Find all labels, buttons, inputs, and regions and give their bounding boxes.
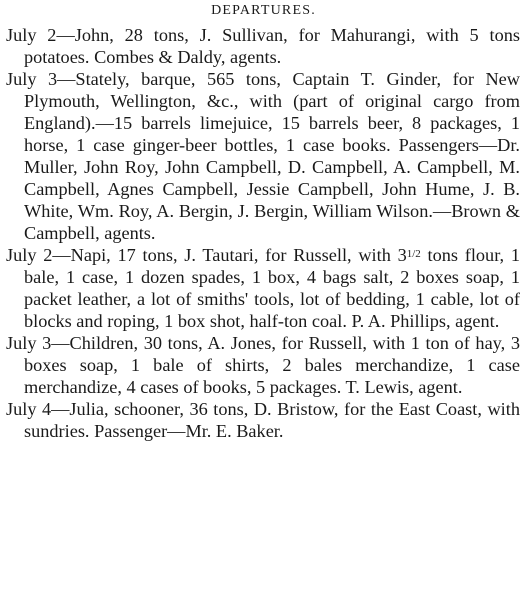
departure-entry-john: July 2—John, 28 tons, J. Sullivan, for Mahurangi, with 5 tons potatoes. Combes & Daldy, agents. [6, 25, 520, 67]
fraction: 1/2 [406, 248, 421, 260]
departure-notices [6, 24, 520, 442]
departure-entry-napi [6, 244, 520, 332]
entry-text-start: July 2—Napi, 17 tons, J. Tautari, for Russell, with 3 [6, 245, 407, 265]
entry-text-end: tons flour, 1 bale, 1 case, 1 dozen spades, 1 box, 4 bags salt, 2 boxes soap, 1 packet leather, a lot of smiths' tools, lot of bedding, 1 cable, lot of blocks and roping, 1 box shot, half-ton coal. P. A. Phillips, agent. [24, 245, 520, 331]
section-heading: DEPARTURES. [211, 3, 316, 18]
departure-entry-stately: July 3—Stately, barque, 565 tons, Captain T. Ginder, for New Plymouth, Wellington, &c., with (part of original cargo from England).—15 barrels limejuice, 15 barrels beer, 8 packages, 1 horse, 1 case ginger-beer bottles, 1 case books. Passengers—Dr. Muller, John Roy, John Campbell, D. Campbell, A. Campbell, M. Campbell, Agnes Campbell, Jessie Campbell, John Hume, J. B. White, Wm. Roy, A. Bergin, J. Bergin, William Wilson.—Brown & Campbell, agents. [6, 69, 520, 243]
departure-entry-julia: July 4—Julia, schooner, 36 tons, D. Bristow, for the East Coast, with sundries. Passenger—Mr. E. Baker. [6, 399, 520, 441]
departure-entry-children: July 3—Children, 30 tons, A. Jones, for Russell, with 1 ton of hay, 3 boxes soap, 1 bale of shirts, 2 bales merchandize, 1 case merchandize, 4 cases of books, 5 packages. T. Lewis, agent. [6, 333, 520, 397]
